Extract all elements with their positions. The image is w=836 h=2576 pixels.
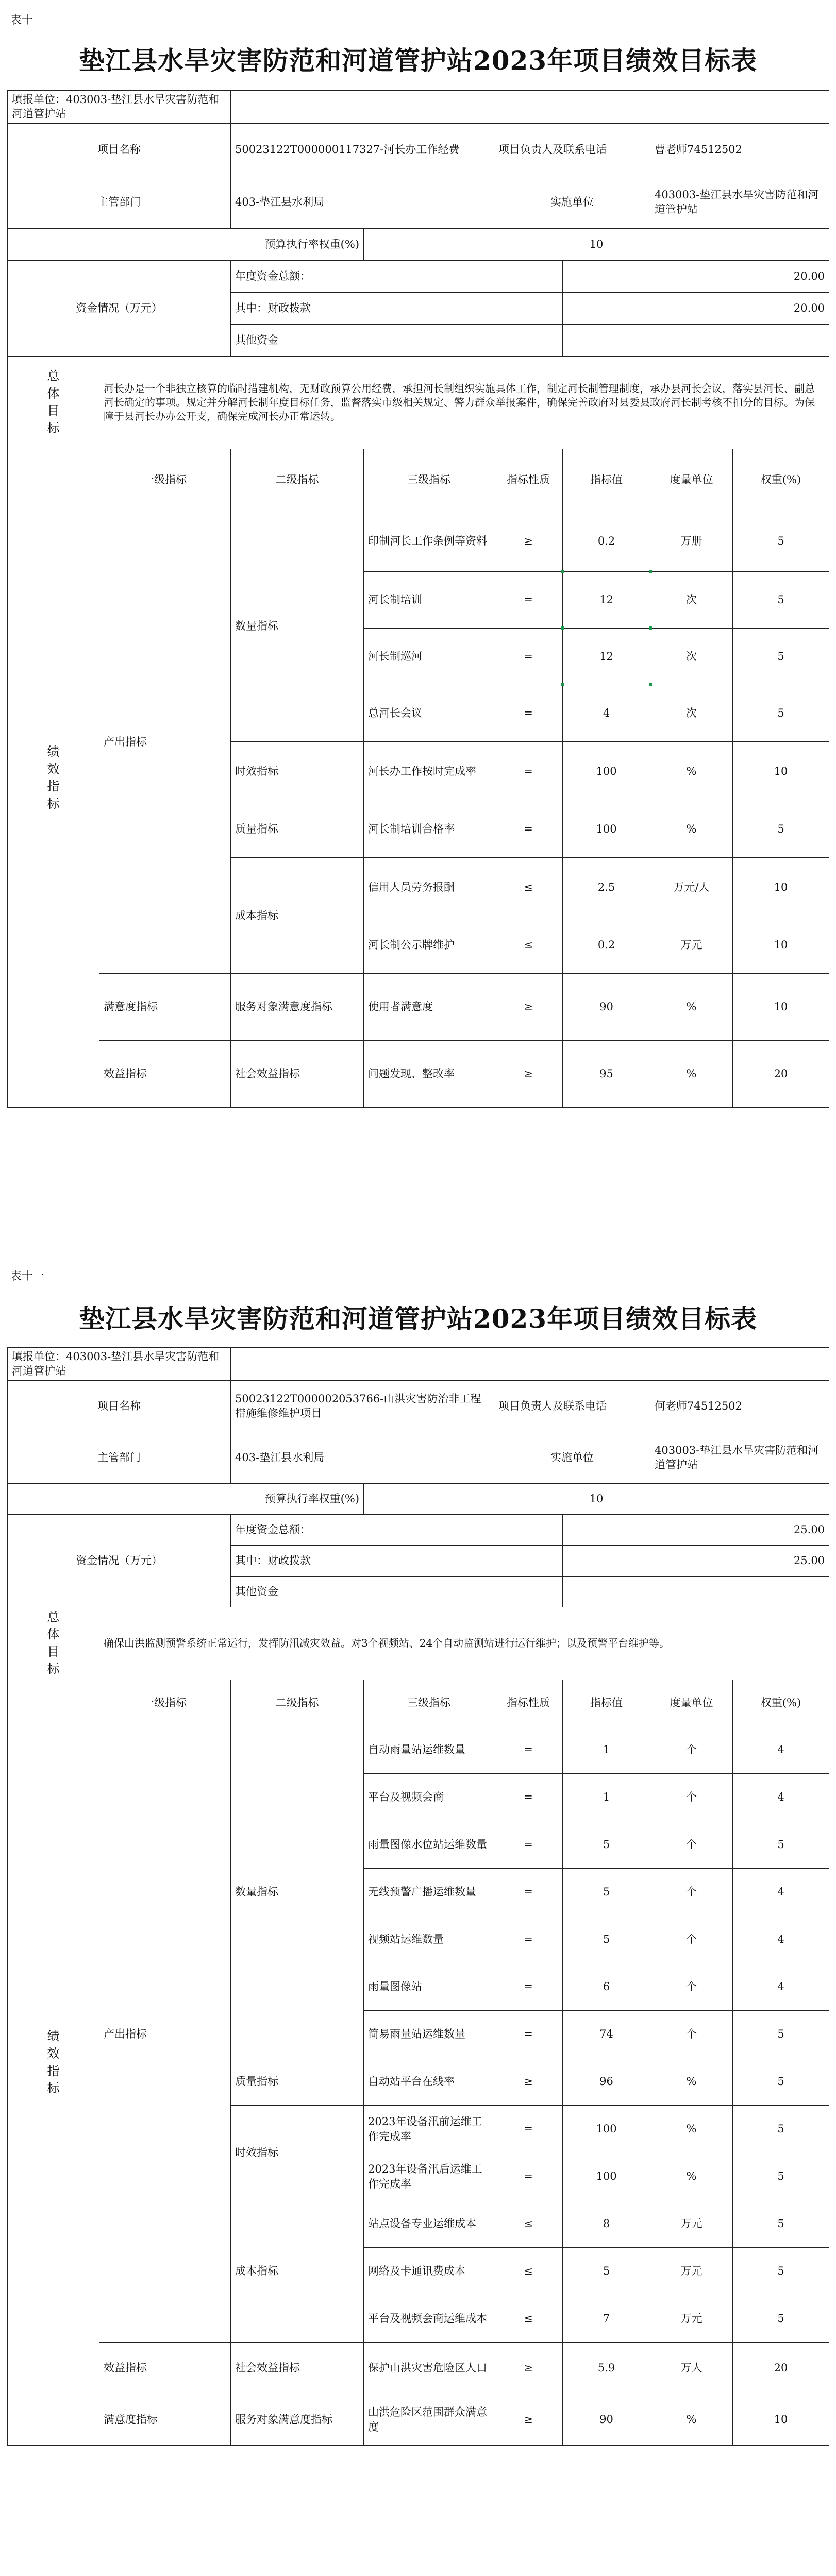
table-row-unit: 个 (650, 2011, 733, 2058)
table-row-nature: ≥ (494, 2343, 563, 2394)
col-l2: 二级指标 (231, 449, 364, 511)
table-row-l3: 无线预警广播运维数量 (364, 1869, 494, 1916)
funds-other-label: 其他资金 (231, 1576, 563, 1607)
table-row-nature: = (494, 741, 563, 801)
perf-label: 绩效指标 (8, 1680, 99, 2446)
funds-total: 20.00 (563, 260, 829, 292)
table-row-nature: = (494, 1869, 563, 1916)
table-row-unit: 个 (650, 1821, 733, 1869)
table-row-unit: % (650, 2394, 733, 2446)
l2-time: 时效指标 (231, 2106, 364, 2200)
dept: 403-垫江县水利局 (231, 1432, 494, 1483)
funds-fiscal: 20.00 (563, 292, 829, 324)
table-row-value: 2.5 (563, 857, 650, 917)
funds-other (563, 324, 829, 356)
table-row-weight: 4 (733, 1963, 829, 2011)
dept: 403-垫江县水利局 (231, 176, 494, 228)
table-row-nature: = (494, 801, 563, 857)
table-row-weight: 5 (733, 2248, 829, 2295)
table-tag: 表十一 (10, 1270, 45, 1283)
funds-total-label: 年度资金总额： (231, 1514, 563, 1545)
table-row-unit: 万元 (650, 2200, 733, 2248)
table-row-value: 0.2 (563, 917, 650, 973)
table-row-l3: 平台及视频会商运维成本 (364, 2295, 494, 2343)
table-row-value: 1 (563, 1726, 650, 1774)
col-nature: 指标性质 (494, 1680, 563, 1726)
budget-weight: 10 (364, 228, 829, 260)
table-row-nature: ≤ (494, 917, 563, 973)
unit-label: 填报单位：403003-垫江县水旱灾害防范和河道管护站 (8, 1348, 231, 1381)
table-row-weight: 4 (733, 1869, 829, 1916)
table-row-weight: 20 (733, 2343, 829, 2394)
table-row-nature: ≥ (494, 511, 563, 571)
impl-label: 实施单位 (494, 176, 650, 228)
table-row-l3: 印制河长工作条例等资料 (364, 511, 494, 571)
table-row-weight: 5 (733, 2200, 829, 2248)
col-value: 指标值 (563, 1680, 650, 1726)
table-row-weight: 4 (733, 1774, 829, 1821)
table-row-unit: 个 (650, 1916, 733, 1963)
table-row-unit: 次 (650, 571, 733, 628)
table-row-l3: 河长制培训合格率 (364, 801, 494, 857)
table-row-unit: 万人 (650, 2343, 733, 2394)
table-row-nature: = (494, 1963, 563, 2011)
table-row-weight: 5 (733, 571, 829, 628)
table-row-unit: % (650, 801, 733, 857)
contact-label: 项目负责人及联系电话 (494, 123, 650, 176)
table-row-nature: = (494, 571, 563, 628)
table-row-l3: 河长办工作按时完成率 (364, 741, 494, 801)
impl: 403003-垫江县水旱灾害防范和河道管护站 (650, 1432, 829, 1483)
table-row-value: 7 (563, 2295, 650, 2343)
table-row-value: 5 (563, 2248, 650, 2295)
table-row-unit: 次 (650, 685, 733, 741)
table-row-nature: ≥ (494, 2394, 563, 2446)
table-row-weight: 5 (733, 628, 829, 685)
table-row-unit: % (650, 1040, 733, 1107)
table-row-value: 5 (563, 1916, 650, 1963)
table-row-weight: 10 (733, 917, 829, 973)
table-row-weight: 5 (733, 2153, 829, 2200)
funds-other (563, 1576, 829, 1607)
table-row-nature: = (494, 1916, 563, 1963)
table-row-unit: % (650, 2058, 733, 2106)
table-row-unit: 万元 (650, 917, 733, 973)
funds-total-label: 年度资金总额： (231, 260, 563, 292)
dept-label: 主管部门 (8, 1432, 231, 1483)
table-row-nature: ≤ (494, 2248, 563, 2295)
table-row-nature: ≤ (494, 857, 563, 917)
table-row-value: 8 (563, 2200, 650, 2248)
table-row-nature: = (494, 2011, 563, 2058)
table-row-weight: 5 (733, 2058, 829, 2106)
table-row-l3: 网络及卡通讯费成本 (364, 2248, 494, 2295)
table-row-nature: = (494, 628, 563, 685)
l2-quality: 质量指标 (231, 2058, 364, 2106)
table-row-nature: ≤ (494, 2295, 563, 2343)
table-row-l3: 视频站运维数量 (364, 1916, 494, 1963)
table-row-unit: 个 (650, 1726, 733, 1774)
budget-weight-label: 预算执行率权重(%) (8, 1483, 364, 1514)
project-name: 50023122T000002053766-山洪灾害防治非工程措施维修维护项目 (231, 1380, 494, 1432)
l2-social: 社会效益指标 (231, 1040, 364, 1107)
table-row-weight: 5 (733, 2106, 829, 2153)
unit-label: 填报单位：403003-垫江县水旱灾害防范和河道管护站 (8, 91, 231, 124)
table-row-l3: 信用人员劳务报酬 (364, 857, 494, 917)
col-l3: 三级指标 (364, 1680, 494, 1726)
table-row-l3: 雨量图像水位站运维数量 (364, 1821, 494, 1869)
l2-quantity: 数量指标 (231, 1726, 364, 2058)
dept-label: 主管部门 (8, 176, 231, 228)
table-row-l3: 2023年设备汛前运维工作完成率 (364, 2106, 494, 2153)
funds-other-label: 其他资金 (231, 324, 563, 356)
table-row-nature: = (494, 1821, 563, 1869)
table-row-weight: 10 (733, 973, 829, 1040)
table-row-unit: 万册 (650, 511, 733, 571)
table-row-nature: = (494, 1774, 563, 1821)
col-unit: 度量单位 (650, 1680, 733, 1726)
project-name: 50023122T000000117327-河长办工作经费 (231, 123, 494, 176)
project-name-label: 项目名称 (8, 123, 231, 176)
l2-quantity: 数量指标 (231, 511, 364, 741)
table-row-l3: 使用者满意度 (364, 973, 494, 1040)
table-row-value: 100 (563, 801, 650, 857)
table-row-unit: % (650, 2106, 733, 2153)
col-l1: 一级指标 (99, 1680, 231, 1726)
table-row-nature: = (494, 1726, 563, 1774)
l1-benefit: 效益指标 (99, 1040, 231, 1107)
table-row-value: 4 (563, 685, 650, 741)
table-row-l3: 雨量图像站 (364, 1963, 494, 2011)
table-row-unit: % (650, 973, 733, 1040)
l2-cost: 成本指标 (231, 857, 364, 973)
l1-benefit: 效益指标 (99, 2343, 231, 2394)
table-row-value: 0.2 (563, 511, 650, 571)
l1-satisfaction: 满意度指标 (99, 2394, 231, 2446)
l2-cost: 成本指标 (231, 2200, 364, 2343)
impl: 403003-垫江县水旱灾害防范和河道管护站 (650, 176, 829, 228)
contact: 曹老师74512502 (650, 123, 829, 176)
col-unit: 度量单位 (650, 449, 733, 511)
l1-output: 产出指标 (99, 1726, 231, 2343)
table-row-nature: ≤ (494, 2200, 563, 2248)
col-weight: 权重(%) (733, 449, 829, 511)
table-row-l3: 简易雨量站运维数量 (364, 2011, 494, 2058)
funds-fiscal-label: 其中：财政拨款 (231, 1545, 563, 1576)
project-name-label: 项目名称 (8, 1380, 231, 1432)
col-l3: 三级指标 (364, 449, 494, 511)
table-row-value: 90 (563, 973, 650, 1040)
l2-social: 社会效益指标 (231, 2343, 364, 2394)
table-row-unit: 万元 (650, 2295, 733, 2343)
performance-table (7, 1347, 829, 2446)
table-row-weight: 4 (733, 1726, 829, 1774)
table-row-value: 12 (563, 571, 650, 628)
table-row-value: 5 (563, 1821, 650, 1869)
contact-label: 项目负责人及联系电话 (494, 1380, 650, 1432)
table-row-l3: 河长制培训 (364, 571, 494, 628)
table-row-weight: 5 (733, 801, 829, 857)
table-tag: 表十 (10, 14, 34, 27)
funds-label: 资金情况（万元） (8, 1514, 231, 1607)
table-row-unit: 个 (650, 1774, 733, 1821)
budget-weight: 10 (364, 1483, 829, 1514)
table-row-weight: 4 (733, 1916, 829, 1963)
goal-label: 总体目标 (8, 1607, 99, 1680)
l2-service-sat: 服务对象满意度指标 (231, 2394, 364, 2446)
table-row-nature: = (494, 685, 563, 741)
table-row-l3: 问题发现、整改率 (364, 1040, 494, 1107)
table-row-value: 96 (563, 2058, 650, 2106)
perf-label: 绩效指标 (8, 449, 99, 1107)
goal-label: 总体目标 (8, 356, 99, 449)
col-nature: 指标性质 (494, 449, 563, 511)
table-row-weight: 5 (733, 685, 829, 741)
col-weight: 权重(%) (733, 1680, 829, 1726)
table-row-weight: 10 (733, 857, 829, 917)
table-row-l3: 自动雨量站运维数量 (364, 1726, 494, 1774)
table-row-value: 100 (563, 741, 650, 801)
impl-label: 实施单位 (494, 1432, 650, 1483)
table-row-l3: 站点设备专业运维成本 (364, 2200, 494, 2248)
table-row-weight: 20 (733, 1040, 829, 1107)
funds-total: 25.00 (563, 1514, 829, 1545)
table-row-value: 95 (563, 1040, 650, 1107)
contact: 何老师74512502 (650, 1380, 829, 1432)
table-row-nature: = (494, 2106, 563, 2153)
table-row-value: 5 (563, 1869, 650, 1916)
funds-label: 资金情况（万元） (8, 260, 231, 356)
table-row-weight: 10 (733, 2394, 829, 2446)
l1-satisfaction: 满意度指标 (99, 973, 231, 1040)
table-row-value: 74 (563, 2011, 650, 2058)
table-row-nature: ≥ (494, 1040, 563, 1107)
table-row-weight: 5 (733, 2295, 829, 2343)
col-value: 指标值 (563, 449, 650, 511)
table-row-value: 12 (563, 628, 650, 685)
table-row-unit: 万元 (650, 2248, 733, 2295)
table-row-value: 6 (563, 1963, 650, 2011)
table-row-weight: 5 (733, 1821, 829, 1869)
table-row-unit: % (650, 2153, 733, 2200)
col-l2: 二级指标 (231, 1680, 364, 1726)
table-row-unit: 次 (650, 628, 733, 685)
goal-text: 河长办是一个非独立核算的临时措建机构，无财政预算公用经费，承担河长制组织实施具体工作，制定河长制管理制度，承办县河长会议，落实县河长、副总河长确定的事项。规定并分解河长制年度目标任务，监督落实市级相关规定、警力群众举报案件，确保完善政府对县委县政府河长制考核不扣分的目标。为保障于县河长办办公开支，确保完成河长办正常运转。 (99, 356, 829, 449)
l2-service-sat: 服务对象满意度指标 (231, 973, 364, 1040)
l2-quality: 质量指标 (231, 801, 364, 857)
table-row-l3: 河长制公示牌维护 (364, 917, 494, 973)
table-row-value: 100 (563, 2153, 650, 2200)
table-row-unit: 万元/人 (650, 857, 733, 917)
table-row-nature: = (494, 2153, 563, 2200)
table-row-l3: 2023年设备汛后运维工作完成率 (364, 2153, 494, 2200)
table-row-l3: 河长制巡河 (364, 628, 494, 685)
table-row-value: 90 (563, 2394, 650, 2446)
goal-text: 确保山洪监测预警系统正常运行，发挥防汛减灾效益。对3个视频站、24个自动监测站进行运行维护；以及预警平台维护等。 (99, 1607, 829, 1680)
table-row-l3: 自动站平台在线率 (364, 2058, 494, 2106)
funds-fiscal: 25.00 (563, 1545, 829, 1576)
table-row-value: 1 (563, 1774, 650, 1821)
table-row-unit: % (650, 741, 733, 801)
table-row-l3: 山洪危险区范围群众满意度 (364, 2394, 494, 2446)
table-row-nature: ≥ (494, 2058, 563, 2106)
col-l1: 一级指标 (99, 449, 231, 511)
table-row-weight: 5 (733, 2011, 829, 2058)
table-row-value: 5.9 (563, 2343, 650, 2394)
page-title: 垫江县水旱灾害防范和河道管护站2023年项目绩效目标表 (78, 45, 758, 76)
table-row-l3: 平台及视频会商 (364, 1774, 494, 1821)
l1-output: 产出指标 (99, 511, 231, 973)
table-row-nature: ≥ (494, 973, 563, 1040)
l2-time: 时效指标 (231, 741, 364, 801)
table-row-value: 100 (563, 2106, 650, 2153)
table-row-weight: 5 (733, 511, 829, 571)
table-row-l3: 总河长会议 (364, 685, 494, 741)
table-row-unit: 个 (650, 1869, 733, 1916)
page-title: 垫江县水旱灾害防范和河道管护站2023年项目绩效目标表 (78, 1303, 758, 1334)
funds-fiscal-label: 其中：财政拨款 (231, 292, 563, 324)
performance-table (7, 90, 829, 1108)
table-row-l3: 保护山洪灾害危险区人口 (364, 2343, 494, 2394)
table-row-unit: 个 (650, 1963, 733, 2011)
table-row-weight: 10 (733, 741, 829, 801)
budget-weight-label: 预算执行率权重(%) (8, 228, 364, 260)
